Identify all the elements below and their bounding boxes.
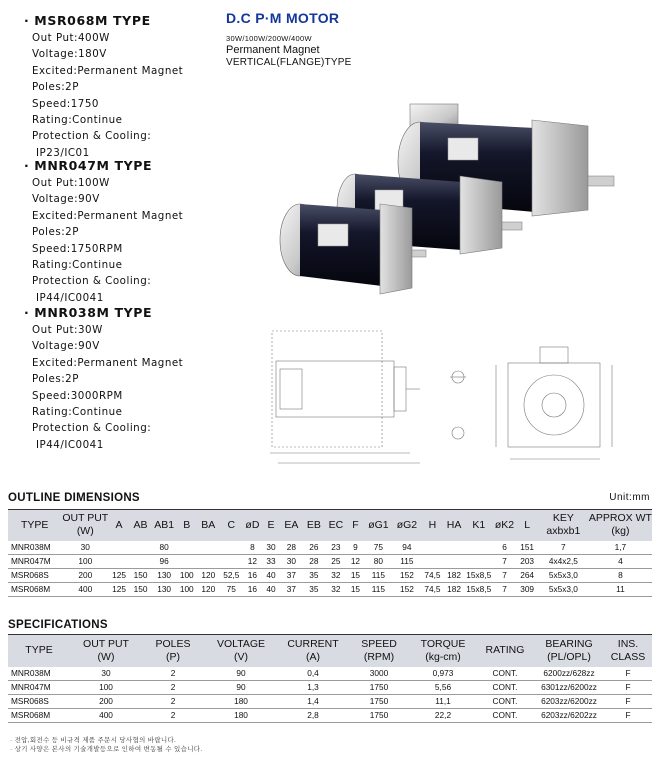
table-cell: 6 bbox=[493, 541, 517, 555]
table-cell: 309 bbox=[516, 582, 538, 596]
spec-col-current bbox=[278, 635, 348, 667]
spec-line: Speed:1750RPM bbox=[32, 242, 123, 255]
col-ec: EC bbox=[328, 518, 344, 531]
col-g1: øG1 bbox=[368, 518, 389, 531]
table-cell: 74,5 bbox=[422, 568, 444, 582]
outline-table bbox=[8, 509, 652, 597]
table-cell: 5x5x3,0 bbox=[538, 582, 589, 596]
table-cell: 30 bbox=[261, 541, 280, 555]
table-cell: 25 bbox=[326, 554, 347, 568]
table-cell: 33 bbox=[261, 554, 280, 568]
specifications-title: SPECIFICATIONS bbox=[8, 619, 108, 631]
spec-header-row bbox=[8, 635, 652, 667]
table-cell: 26 bbox=[302, 541, 325, 555]
table-cell: 130 bbox=[152, 568, 176, 582]
spec-line: Protection & Cooling: bbox=[32, 275, 152, 288]
table-cell: 4x4x2,5 bbox=[538, 554, 589, 568]
outline-row bbox=[8, 541, 652, 555]
table-cell: 30 bbox=[70, 667, 142, 681]
table-cell: 115 bbox=[365, 568, 393, 582]
col-d: øD bbox=[245, 518, 260, 531]
table-cell: 203 bbox=[516, 554, 538, 568]
spec-line: Poles:2P bbox=[32, 81, 79, 94]
model-block-mnr038m bbox=[24, 304, 224, 453]
table-cell: 7 bbox=[493, 582, 517, 596]
spec-row bbox=[8, 708, 652, 722]
spec-col-bearing bbox=[534, 635, 604, 667]
model-title: · MNR038M TYPE bbox=[24, 305, 153, 320]
table-cell: 12 bbox=[244, 554, 262, 568]
table-cell: 182 bbox=[443, 568, 465, 582]
table-cell bbox=[219, 554, 243, 568]
table-cell bbox=[443, 541, 465, 555]
table-cell: 16 bbox=[244, 568, 262, 582]
spec-col-torque-label: TORQUE (kg-cm) bbox=[420, 637, 466, 663]
col-ab1: AB1 bbox=[154, 518, 175, 531]
table-cell bbox=[109, 541, 129, 555]
spec-line: Protection & Cooling: bbox=[32, 422, 152, 435]
spec-col-ins-class bbox=[604, 635, 652, 667]
table-cell: 7 bbox=[493, 554, 517, 568]
outline-row bbox=[8, 554, 652, 568]
spec-col-poles bbox=[142, 635, 204, 667]
outline-drawing bbox=[260, 325, 660, 473]
model-block-msr068m bbox=[24, 12, 224, 161]
table-cell: MNR047M bbox=[8, 680, 70, 694]
table-cell: 96 bbox=[152, 554, 176, 568]
spec-row bbox=[8, 667, 652, 681]
spec-line: IP23/IC01 bbox=[36, 146, 90, 159]
table-cell: 40 bbox=[261, 568, 280, 582]
table-cell: 8 bbox=[244, 541, 262, 555]
spec-line: Protection & Cooling: bbox=[32, 130, 152, 143]
table-cell: 152 bbox=[392, 582, 421, 596]
table-cell: 1,3 bbox=[278, 680, 348, 694]
table-cell: 15x8,5 bbox=[465, 568, 493, 582]
table-cell: 180 bbox=[204, 708, 278, 722]
table-cell: 90 bbox=[204, 680, 278, 694]
table-cell: 32 bbox=[326, 568, 347, 582]
table-cell: 15 bbox=[346, 582, 364, 596]
table-cell bbox=[422, 541, 444, 555]
table-cell: 0,4 bbox=[278, 667, 348, 681]
table-cell bbox=[129, 554, 152, 568]
col-k2: øK2 bbox=[494, 518, 515, 531]
table-cell bbox=[465, 541, 493, 555]
table-cell: 7 bbox=[493, 568, 517, 582]
table-cell: MNR047M bbox=[8, 554, 61, 568]
spec-line: Poles:2P bbox=[32, 226, 79, 239]
table-cell: 52,5 bbox=[219, 568, 243, 582]
table-cell: MNR038M bbox=[8, 541, 61, 555]
outline-title: OUTLINE DIMENSIONS bbox=[8, 492, 140, 504]
spec-line: Rating:Continue bbox=[32, 405, 123, 418]
outline-row bbox=[8, 568, 652, 582]
footnotes bbox=[10, 736, 202, 754]
table-cell: MSR068S bbox=[8, 694, 70, 708]
spec-col-current-label: CURRENT (A) bbox=[287, 637, 339, 663]
spec-col-output-label: OUT PUT (W) bbox=[83, 637, 129, 663]
spec-line: Rating:Continue bbox=[32, 258, 123, 271]
outline-row bbox=[8, 582, 652, 596]
model-block-mnr047m bbox=[24, 157, 224, 306]
spec-list bbox=[24, 175, 224, 306]
table-cell: 3000 bbox=[348, 667, 410, 681]
table-cell: 28 bbox=[281, 541, 303, 555]
spec-list bbox=[24, 322, 224, 453]
col-h: H bbox=[428, 518, 437, 531]
table-cell: 40 bbox=[261, 582, 280, 596]
spec-line: IP44/IC0041 bbox=[36, 291, 104, 304]
table-cell: 180 bbox=[204, 694, 278, 708]
table-cell: 125 bbox=[109, 582, 129, 596]
page-title: D.C P·M MOTOR bbox=[226, 10, 340, 26]
spec-line: Voltage:90V bbox=[32, 340, 100, 353]
table-cell: 2 bbox=[142, 667, 204, 681]
col-eb: EB bbox=[306, 518, 321, 531]
col-ab: AB bbox=[133, 518, 148, 531]
spec-line: Voltage:90V bbox=[32, 193, 100, 206]
outline-body bbox=[8, 541, 652, 597]
table-cell: 6203zz/6202zz bbox=[534, 708, 604, 722]
table-cell: 74,5 bbox=[422, 582, 444, 596]
table-cell: 30 bbox=[61, 541, 109, 555]
table-cell: F bbox=[604, 708, 652, 722]
specifications-table bbox=[8, 634, 652, 723]
table-cell: 6203zz/6200zz bbox=[534, 694, 604, 708]
spec-line: Excited:Permanent Magnet bbox=[32, 356, 184, 369]
table-cell: 2 bbox=[142, 708, 204, 722]
table-cell: CONT. bbox=[476, 694, 534, 708]
table-cell: 264 bbox=[516, 568, 538, 582]
table-cell: MSR068S bbox=[8, 568, 61, 582]
outline-header-row bbox=[8, 510, 652, 541]
spec-line: Voltage:180V bbox=[32, 48, 107, 61]
spec-line: Excited:Permanent Magnet bbox=[32, 64, 184, 77]
mount-type: VERTICAL(FLANGE)TYPE bbox=[226, 57, 352, 68]
table-cell: 151 bbox=[516, 541, 538, 555]
col-a: A bbox=[115, 518, 123, 531]
table-cell: 5x5x3,0 bbox=[538, 568, 589, 582]
col-g2: øG2 bbox=[396, 518, 418, 531]
table-cell: MSR068M bbox=[8, 582, 61, 596]
table-cell: 100 bbox=[176, 582, 198, 596]
table-cell: 125 bbox=[109, 568, 129, 582]
spec-col-voltage-label: VOLTAGE (V) bbox=[216, 637, 266, 663]
table-cell: 152 bbox=[392, 568, 421, 582]
col-type: TYPE bbox=[20, 518, 49, 531]
table-cell: 80 bbox=[365, 554, 393, 568]
col-key bbox=[538, 510, 589, 541]
specifications-body bbox=[8, 667, 652, 723]
table-cell: 9 bbox=[346, 541, 364, 555]
spec-line: Rating:Continue bbox=[32, 113, 123, 126]
table-cell: 2,8 bbox=[278, 708, 348, 722]
col-l: L bbox=[524, 518, 531, 531]
col-ba: BA bbox=[201, 518, 216, 531]
table-cell: 22,2 bbox=[410, 708, 476, 722]
spec-col-output bbox=[70, 635, 142, 667]
spec-line: Out Put:400W bbox=[32, 32, 110, 44]
table-cell: 16 bbox=[244, 582, 262, 596]
motor-small bbox=[280, 204, 426, 294]
spec-row bbox=[8, 694, 652, 708]
spec-list bbox=[24, 30, 224, 161]
spec-col-torque bbox=[410, 635, 476, 667]
table-cell bbox=[176, 554, 198, 568]
table-cell: 8 bbox=[589, 568, 652, 582]
col-weight bbox=[589, 510, 652, 541]
col-weight-label: APPROX WT (kg) bbox=[588, 512, 652, 538]
table-cell: 100 bbox=[70, 680, 142, 694]
table-cell: 150 bbox=[129, 568, 152, 582]
table-cell: 37 bbox=[281, 582, 303, 596]
table-cell: CONT. bbox=[476, 708, 534, 722]
spec-col-poles-label: POLES (P) bbox=[155, 637, 191, 663]
spec-line: Speed:3000RPM bbox=[32, 389, 123, 402]
table-cell: 130 bbox=[152, 582, 176, 596]
table-cell: MSR068M bbox=[8, 708, 70, 722]
table-cell: 100 bbox=[176, 568, 198, 582]
spec-row bbox=[8, 680, 652, 694]
table-cell: 90 bbox=[204, 667, 278, 681]
col-e: E bbox=[267, 518, 275, 531]
table-cell: 35 bbox=[302, 568, 325, 582]
col-ea: EA bbox=[284, 518, 299, 531]
table-cell: 100 bbox=[61, 554, 109, 568]
spec-col-type bbox=[8, 635, 70, 667]
col-f: F bbox=[352, 518, 359, 531]
table-cell: 182 bbox=[443, 582, 465, 596]
footnote: · 상기 사양은 본사의 기술개발등으로 인하여 변동될 수 있습니다. bbox=[10, 746, 203, 753]
model-title: · MSR068M TYPE bbox=[24, 13, 151, 28]
table-cell: 115 bbox=[392, 554, 421, 568]
table-cell: 200 bbox=[61, 568, 109, 582]
table-cell: 37 bbox=[281, 568, 303, 582]
spec-col-speed bbox=[348, 635, 410, 667]
table-cell bbox=[422, 554, 444, 568]
table-cell: 11 bbox=[589, 582, 652, 596]
spec-col-speed-label: SPEED (RPM) bbox=[361, 637, 397, 663]
table-cell: 400 bbox=[70, 708, 142, 722]
table-cell: CONT. bbox=[476, 667, 534, 681]
subtitle: Permanent Magnet bbox=[226, 44, 320, 56]
spec-col-rating-label: RATING bbox=[485, 644, 525, 657]
table-cell bbox=[129, 541, 152, 555]
table-cell: 6200zz/628zz bbox=[534, 667, 604, 681]
product-header bbox=[226, 10, 486, 68]
spec-line: Out Put:100W bbox=[32, 177, 110, 189]
model-title: · MNR047M TYPE bbox=[24, 158, 153, 173]
col-key-label: KEY axbxb1 bbox=[546, 512, 581, 538]
table-cell bbox=[109, 554, 129, 568]
table-cell: 2 bbox=[142, 694, 204, 708]
table-cell bbox=[443, 554, 465, 568]
table-cell: 80 bbox=[152, 541, 176, 555]
table-cell: MNR038M bbox=[8, 667, 70, 681]
table-cell: CONT. bbox=[476, 680, 534, 694]
table-cell: 75 bbox=[365, 541, 393, 555]
table-cell: 75 bbox=[219, 582, 243, 596]
table-cell: F bbox=[604, 680, 652, 694]
table-cell bbox=[465, 554, 493, 568]
table-cell: F bbox=[604, 694, 652, 708]
table-cell: 23 bbox=[326, 541, 347, 555]
table-cell: 28 bbox=[302, 554, 325, 568]
footnote: · 전압,회전수 등 비규격 제품 주문시 당사협의 바랍니다. bbox=[10, 737, 177, 744]
spec-col-rating bbox=[476, 635, 534, 667]
table-cell: 15x8,5 bbox=[465, 582, 493, 596]
col-ha: HA bbox=[446, 518, 462, 531]
spec-line: Speed:1750 bbox=[32, 97, 99, 110]
table-cell: 120 bbox=[198, 568, 220, 582]
table-cell: 115 bbox=[365, 582, 393, 596]
table-cell: 6301zz/6200zz bbox=[534, 680, 604, 694]
table-cell: 15 bbox=[346, 568, 364, 582]
col-b: B bbox=[183, 518, 191, 531]
table-cell: 4 bbox=[589, 554, 652, 568]
table-cell bbox=[219, 541, 243, 555]
col-output bbox=[61, 510, 109, 541]
table-cell: 94 bbox=[392, 541, 421, 555]
table-cell: 1750 bbox=[348, 708, 410, 722]
table-cell: 1750 bbox=[348, 680, 410, 694]
unit-label: Unit:mm bbox=[609, 492, 650, 503]
table-cell: 5,56 bbox=[410, 680, 476, 694]
table-cell bbox=[198, 554, 220, 568]
table-cell bbox=[198, 541, 220, 555]
table-cell: 1,4 bbox=[278, 694, 348, 708]
spec-col-ins-class-label: INS. CLASS bbox=[610, 637, 646, 663]
table-cell: 30 bbox=[281, 554, 303, 568]
spec-col-type-label: TYPE bbox=[25, 644, 53, 657]
table-cell bbox=[176, 541, 198, 555]
spec-line: Poles:2P bbox=[32, 373, 79, 386]
table-cell: 200 bbox=[70, 694, 142, 708]
wattage-range: 30W/100W/200W/400W bbox=[226, 34, 312, 43]
spec-line: Excited:Permanent Magnet bbox=[32, 209, 184, 222]
spec-line: IP44/IC0041 bbox=[36, 438, 104, 451]
col-c: C bbox=[227, 518, 236, 531]
spec-col-voltage bbox=[204, 635, 278, 667]
table-cell: 1,7 bbox=[589, 541, 652, 555]
table-cell: 7 bbox=[538, 541, 589, 555]
table-cell: 1750 bbox=[348, 694, 410, 708]
table-cell: 120 bbox=[198, 582, 220, 596]
motor-photo bbox=[270, 90, 640, 312]
table-cell: 400 bbox=[61, 582, 109, 596]
table-cell: 35 bbox=[302, 582, 325, 596]
col-output-label: OUT PUT (W) bbox=[62, 512, 109, 538]
table-cell: 12 bbox=[346, 554, 364, 568]
table-cell: 0,973 bbox=[410, 667, 476, 681]
col-k1: K1 bbox=[472, 518, 486, 531]
table-cell: 2 bbox=[142, 680, 204, 694]
spec-col-bearing-label: BEARING (PL/OPL) bbox=[545, 637, 593, 663]
table-cell: 150 bbox=[129, 582, 152, 596]
table-cell: F bbox=[604, 667, 652, 681]
table-cell: 11,1 bbox=[410, 694, 476, 708]
table-cell: 32 bbox=[326, 582, 347, 596]
spec-line: Out Put:30W bbox=[32, 324, 103, 336]
